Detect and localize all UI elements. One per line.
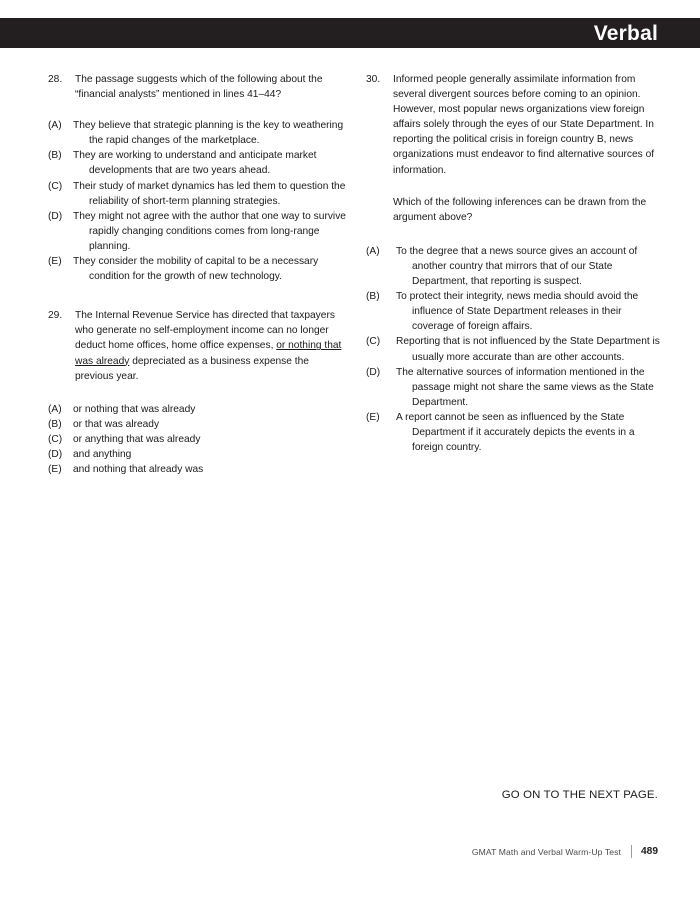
choice-28-b[interactable]	[48, 148, 348, 178]
choice-28-d-label: (D)	[48, 210, 63, 222]
go-on-notice: GO ON TO THE NEXT PAGE.	[501, 789, 658, 801]
choice-30-a-label: (A)	[366, 245, 380, 257]
choice-28-a[interactable]	[48, 118, 348, 148]
right-column	[366, 72, 666, 475]
question-30-choices	[366, 244, 666, 455]
choice-28-c-text: Their study of market dynamics has led them to question the reliability of short-term planning strategies.	[73, 180, 346, 207]
question-30	[366, 72, 666, 455]
question-28-number: 28.	[48, 74, 63, 85]
choice-29-c[interactable]	[48, 432, 348, 447]
page-header-bar	[0, 18, 700, 48]
choice-30-b-text: To protect their integrity, news media should avoid the influence of State Department releases in their coverage of foreign affairs.	[396, 291, 639, 333]
choice-30-c[interactable]	[366, 334, 666, 364]
choice-29-e[interactable]	[48, 462, 348, 477]
question-29-text-after: depreciated as a business expense the previous year.	[75, 355, 309, 382]
choice-30-c-text: Reporting that is not influenced by the State Department is usually more accurate than are other accounts.	[396, 336, 660, 363]
choice-30-b[interactable]	[366, 289, 666, 334]
choice-29-b[interactable]	[48, 417, 348, 432]
choice-28-e[interactable]	[48, 254, 348, 284]
choice-30-e-label: (E)	[366, 411, 380, 423]
choice-29-d[interactable]	[48, 447, 348, 462]
choice-29-b-label: (B)	[48, 418, 62, 430]
choice-30-a-text: To the degree that a news source gives an account of another country that mirrors that of our State Department, that reporting is suspect.	[396, 245, 638, 288]
choice-30-b-label: (B)	[366, 291, 380, 303]
question-30-text: Informed people generally assimilate information from several divergent sources before coming to an opinion. However, most popular news organizations view foreign affairs solely through the eyes of our State Department. In reporting the political crisis in foreign country B, news organizations must endeavor to find alternative sources of information.	[393, 74, 655, 176]
question-28	[48, 72, 348, 284]
choice-29-d-label: (D)	[48, 448, 63, 460]
choice-30-d[interactable]	[366, 365, 666, 410]
question-29-text	[75, 308, 348, 383]
choice-28-d[interactable]	[48, 209, 348, 254]
choice-28-d-text: They might not agree with the author that one way to survive rapidly changing conditions comes from long-range planning.	[73, 210, 346, 252]
choice-29-b-text: or that was already	[73, 418, 160, 430]
question-29-choices	[48, 402, 348, 477]
footer-page-number: 489	[641, 846, 658, 857]
choice-30-c-label: (C)	[366, 336, 381, 348]
choice-29-e-label: (E)	[48, 464, 62, 476]
choice-28-b-label: (B)	[48, 150, 62, 162]
footer-book-title: GMAT Math and Verbal Warm-Up Test	[471, 846, 621, 857]
question-29-text-before: The Internal Revenue Service has directed that taxpayers who generate no self-employment income can no longer deduct home offices, home office expenses,	[75, 310, 335, 352]
choice-28-a-label: (A)	[48, 120, 62, 132]
choice-30-d-label: (D)	[366, 366, 381, 378]
choice-30-a[interactable]	[366, 244, 666, 289]
page-title: Verbal	[593, 21, 658, 45]
choice-29-d-text: and anything	[73, 448, 132, 460]
choice-29-a-text: or nothing that was already	[73, 403, 196, 415]
choice-28-e-text: They consider the mobility of capital to be a necessary condition for the growth of new technology.	[73, 256, 319, 283]
choice-28-c[interactable]	[48, 179, 348, 209]
choice-28-a-text: They believe that strategic planning is the key to weathering the rapid changes of the marketplace.	[73, 120, 344, 147]
question-30-subprompt: Which of the following inferences can be drawn from the argument above?	[393, 196, 647, 223]
choice-30-e-text: A report cannot be seen as influenced by the State Department if it accurately depicts the events in a foreign country.	[396, 411, 635, 454]
left-column	[48, 72, 348, 497]
question-30-number: 30.	[366, 74, 381, 85]
choice-29-a[interactable]	[48, 402, 348, 417]
choice-29-c-text: or anything that was already	[73, 433, 201, 445]
footer-divider	[631, 845, 632, 858]
choice-29-c-label: (C)	[48, 433, 63, 445]
question-29	[48, 308, 348, 477]
question-29-number: 29.	[48, 310, 63, 322]
choice-30-d-text: The alternative sources of information mentioned in the passage might not share the same views as the State Department.	[396, 366, 654, 408]
choice-28-e-label: (E)	[48, 256, 62, 268]
page-footer	[0, 845, 700, 858]
question-29-stem	[48, 308, 348, 383]
question-28-text: The passage suggests which of the following about the “financial analysts” mentioned in lines 41–44?	[75, 74, 323, 101]
choice-28-c-label: (C)	[48, 180, 63, 192]
choice-29-e-text: and nothing that already was	[73, 464, 204, 476]
choice-30-e[interactable]	[366, 410, 666, 455]
choice-29-a-label: (A)	[48, 403, 62, 415]
question-29-underlined-phrase: or nothing that was already	[75, 340, 342, 367]
question-28-choices	[48, 118, 348, 284]
question-30-stem	[366, 72, 666, 178]
choice-28-b-text: They are working to understand and anticipate market developments that are two years ahead.	[73, 150, 317, 177]
question-28-stem	[48, 72, 348, 102]
